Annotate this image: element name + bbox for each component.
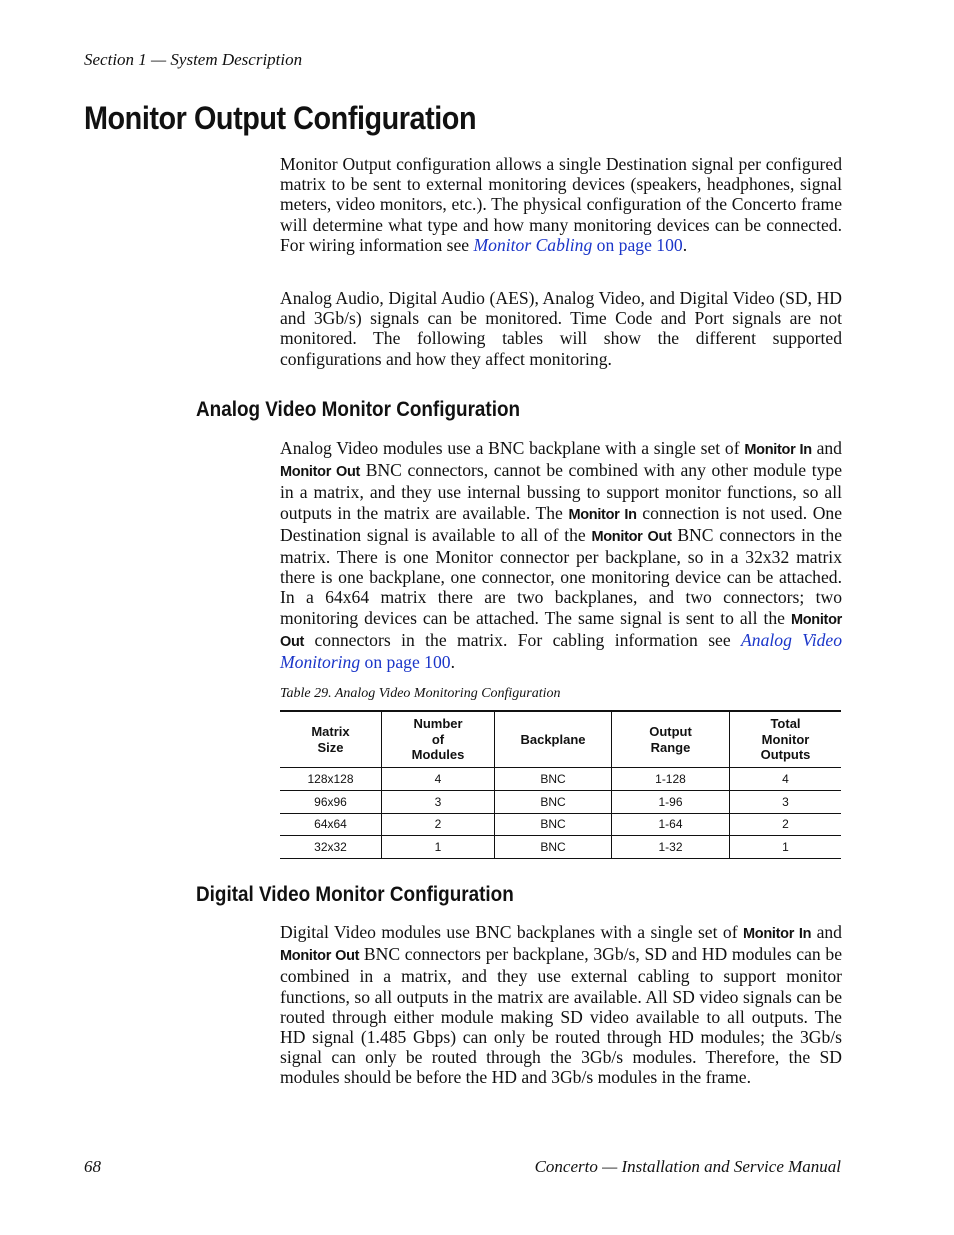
analog-text: . bbox=[450, 652, 455, 673]
monitor-out-keyword: Monitor Out bbox=[280, 464, 361, 481]
table-row bbox=[280, 813, 841, 836]
analog-video-monitoring-link-title: Analog Video Monitoring bbox=[280, 629, 842, 673]
monitor-in-keyword: Monitor In bbox=[743, 926, 812, 942]
monitor-out-keyword: Monitor Out bbox=[280, 948, 360, 965]
manual-title: Concerto — Installation and Service Manual bbox=[534, 1157, 841, 1176]
table-cell: 32x32 bbox=[280, 836, 382, 859]
table-cell: 1-64 bbox=[612, 813, 730, 836]
monitor-cabling-link-title: Monitor Cabling bbox=[473, 234, 593, 255]
page-number: 68 bbox=[84, 1157, 101, 1176]
analog-text: connection is not used. One Destination signal is available to all of the bbox=[280, 502, 843, 545]
analog-video-paragraph bbox=[280, 438, 842, 672]
table-cell: BNC bbox=[495, 836, 612, 859]
column-header: Backplane bbox=[495, 711, 612, 768]
analog-text: and bbox=[811, 438, 842, 458]
analog-text: Analog Video modules use a BNC backplane with a single set of bbox=[280, 438, 745, 458]
column-header: Output Range bbox=[612, 711, 730, 768]
table-caption: Table 29. Analog Video Monitoring Configuration bbox=[280, 686, 561, 701]
analog-text: connectors in the matrix. For cabling information see bbox=[304, 629, 742, 650]
analog-text: BNC connectors in the matrix. There is one Monitor connector per backplane, so in a 32x32 matrix there is one backplane, one connector, one monitoring device can be attached. In a 64x64 matrix there are two backplanes, and two connectors; two monitoring devices can be attached. The same signal is sent to all the bbox=[280, 524, 843, 628]
table-cell: 96x96 bbox=[280, 790, 382, 813]
digital-text: Digital Video modules use BNC backplanes with a single set of bbox=[280, 922, 744, 942]
table-cell: 2 bbox=[382, 813, 495, 836]
digital-text: BNC connectors per backplane, 3Gb/s, SD and HD modules can be combined in a matrix, and they use external cabling to support monitor functions, so all outputs in the matrix are available. All SD video signals can be routed through either module making SD video available to all outputs. The HD signal (1.485 Gbps) can only be routed through HD modules; the 3Gb/s signal can only be routed through the 3Gb/s modules. Therefore, the SD modules should be before the HD and 3Gb/s modules in the frame. bbox=[280, 944, 842, 1088]
table-row bbox=[280, 790, 841, 813]
table-cell: 4 bbox=[730, 768, 842, 791]
digital-video-heading: Digital Video Monitor Configuration bbox=[196, 883, 514, 906]
intro-paragraph-1 bbox=[280, 154, 842, 255]
table-cell: 4 bbox=[382, 768, 495, 791]
intro-paragraph-2: Analog Audio, Digital Audio (AES), Analog Video, and Digital Video (SD, HD and 3Gb/s) signals can be monitored. Time Code and Port signals are not monitored. The following tables will show the different supported configurations and how they affect monitoring. bbox=[280, 288, 842, 369]
intro-text: Monitor Output configuration allows a single Destination signal per configured matrix to be sent to external monitoring devices (speakers, headphones, signal meters, video monitors, etc.). The physical configuration of the Concerto frame will determine what type and how many monitoring devices can be connected. For wiring information see bbox=[280, 154, 842, 255]
column-header: Matrix Size bbox=[280, 711, 382, 768]
analog-video-heading: Analog Video Monitor Configuration bbox=[196, 398, 521, 421]
table-cell: 3 bbox=[382, 790, 495, 813]
table-cell: 1 bbox=[382, 836, 495, 859]
column-header: Total Monitor Outputs bbox=[730, 711, 842, 768]
table-cell: 1-128 bbox=[612, 768, 730, 791]
table-cell: BNC bbox=[495, 768, 612, 791]
table-row bbox=[280, 836, 841, 859]
analog-video-monitoring-link-page: on page 100 bbox=[360, 652, 451, 673]
monitor-out-keyword: Monitor Out bbox=[591, 528, 672, 545]
table-cell: 64x64 bbox=[280, 813, 382, 836]
monitor-out-keyword: Monitor Out bbox=[280, 611, 842, 650]
table-cell: BNC bbox=[495, 813, 612, 836]
table-cell: 1-32 bbox=[612, 836, 730, 859]
analog-text: BNC connectors, cannot be combined with any other module type in a matrix, and they use internal bussing to support monitor functions, so all outputs in the matrix are available. The bbox=[280, 460, 843, 523]
table-cell: 1-96 bbox=[612, 790, 730, 813]
table-header-row bbox=[280, 711, 841, 768]
running-head: Section 1 — System Description bbox=[84, 50, 303, 69]
monitor-cabling-link-page: on page 100 bbox=[592, 234, 683, 255]
column-header: Number of Modules bbox=[382, 711, 495, 768]
table-cell: 128x128 bbox=[280, 768, 382, 791]
digital-video-paragraph bbox=[280, 922, 842, 1088]
table-cell: 1 bbox=[730, 836, 842, 859]
analog-video-monitoring-table bbox=[280, 710, 841, 859]
table-row bbox=[280, 768, 841, 791]
monitor-in-keyword: Monitor In bbox=[744, 442, 812, 458]
monitor-in-keyword: Monitor In bbox=[568, 506, 637, 523]
table-cell: 2 bbox=[730, 813, 842, 836]
table-cell: BNC bbox=[495, 790, 612, 813]
digital-text: and bbox=[811, 922, 842, 942]
table-cell: 3 bbox=[730, 790, 842, 813]
intro-end: . bbox=[682, 234, 688, 255]
page-title: Monitor Output Configuration bbox=[84, 100, 477, 136]
monitor-cabling-link[interactable] bbox=[474, 235, 683, 255]
